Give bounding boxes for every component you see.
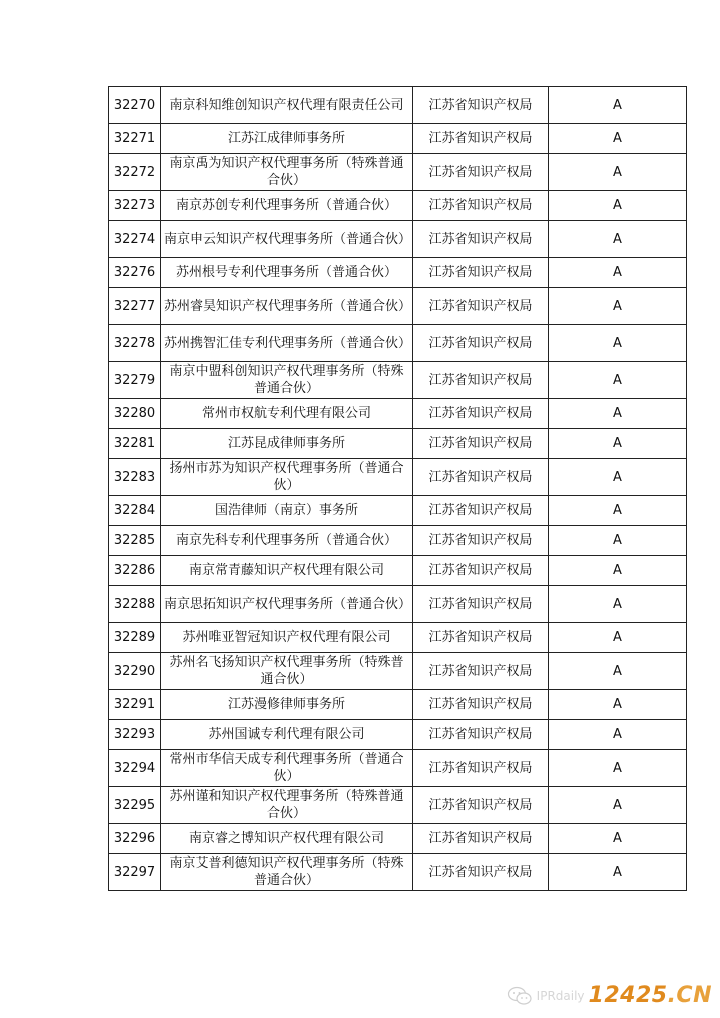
table-row [109, 429, 687, 459]
authority-cell: 江苏省知识产权局 [413, 399, 549, 429]
agency-name-cell: 常州市权航专利代理有限公司 [161, 399, 413, 429]
grade-cell: A [549, 653, 687, 690]
table-row [109, 496, 687, 526]
table-row [109, 623, 687, 653]
agency-id-cell: 32274 [109, 221, 161, 258]
agency-id-cell: 32272 [109, 154, 161, 191]
agency-id-cell: 32288 [109, 586, 161, 623]
table-row [109, 586, 687, 623]
agency-id-cell: 32295 [109, 787, 161, 824]
table-row [109, 221, 687, 258]
authority-cell: 江苏省知识产权局 [413, 653, 549, 690]
table-row [109, 459, 687, 496]
authority-cell: 江苏省知识产权局 [413, 258, 549, 288]
table-row [109, 750, 687, 787]
agency-id-cell: 32296 [109, 824, 161, 854]
grade-cell: A [549, 87, 687, 124]
site-logo [589, 983, 712, 1008]
table-row [109, 526, 687, 556]
agency-id-cell: 32284 [109, 496, 161, 526]
agency-id-cell: 32278 [109, 325, 161, 362]
agency-name-cell: 国浩律师（南京）事务所 [161, 496, 413, 526]
table-row [109, 258, 687, 288]
agency-id-cell: 32273 [109, 191, 161, 221]
agency-name-cell: 苏州睿昊知识产权代理事务所（普通合伙） [161, 288, 413, 325]
table-row [109, 653, 687, 690]
authority-cell: 江苏省知识产权局 [413, 87, 549, 124]
agency-id-cell: 32290 [109, 653, 161, 690]
logo-number: 12425 [588, 983, 668, 1008]
grade-cell: A [549, 221, 687, 258]
agency-id-cell: 32293 [109, 720, 161, 750]
grade-cell: A [549, 258, 687, 288]
grade-cell: A [549, 787, 687, 824]
agency-name-cell: 南京禹为知识产权代理事务所（特殊普通合伙） [161, 154, 413, 191]
grade-cell: A [549, 556, 687, 586]
grade-cell: A [549, 399, 687, 429]
agency-id-cell: 32271 [109, 124, 161, 154]
authority-cell: 江苏省知识产权局 [413, 720, 549, 750]
grade-cell: A [549, 824, 687, 854]
table-row [109, 854, 687, 891]
agency-name-cell: 南京中盟科创知识产权代理事务所（特殊普通合伙） [161, 362, 413, 399]
agency-id-cell: 32280 [109, 399, 161, 429]
agency-id-cell: 32281 [109, 429, 161, 459]
table-row [109, 720, 687, 750]
authority-cell: 江苏省知识产权局 [413, 690, 549, 720]
agency-name-cell: 扬州市苏为知识产权代理事务所（普通合伙） [161, 459, 413, 496]
agency-name-cell: 南京思拓知识产权代理事务所（普通合伙） [161, 586, 413, 623]
agency-name-cell: 苏州名飞扬知识产权代理事务所（特殊普通合伙） [161, 653, 413, 690]
table-row [109, 787, 687, 824]
authority-cell: 江苏省知识产权局 [413, 124, 549, 154]
table-row [109, 288, 687, 325]
grade-cell: A [549, 288, 687, 325]
agency-id-cell: 32276 [109, 258, 161, 288]
agency-name-cell: 江苏漫修律师事务所 [161, 690, 413, 720]
agency-name-cell: 南京睿之博知识产权代理有限公司 [161, 824, 413, 854]
grade-cell: A [549, 526, 687, 556]
agency-name-cell: 南京申云知识产权代理事务所（普通合伙） [161, 221, 413, 258]
table-row [109, 154, 687, 191]
table-row [109, 399, 687, 429]
agency-id-cell: 32285 [109, 526, 161, 556]
agency-name-cell: 南京艾普利德知识产权代理事务所（特殊普通合伙） [161, 854, 413, 891]
agency-name-cell: 南京先科专利代理事务所（普通合伙） [161, 526, 413, 556]
authority-cell: 江苏省知识产权局 [413, 556, 549, 586]
logo-suffix: .CN [667, 983, 712, 1008]
grade-cell: A [549, 154, 687, 191]
authority-cell: 江苏省知识产权局 [413, 154, 549, 191]
authority-cell: 江苏省知识产权局 [413, 854, 549, 891]
authority-cell: 江苏省知识产权局 [413, 496, 549, 526]
agency-name-cell: 苏州唯亚智冠知识产权代理有限公司 [161, 623, 413, 653]
grade-cell: A [549, 496, 687, 526]
grade-cell: A [549, 623, 687, 653]
table-row [109, 87, 687, 124]
authority-cell: 江苏省知识产权局 [413, 750, 549, 787]
agency-rating-table [108, 86, 687, 891]
grade-cell: A [549, 429, 687, 459]
authority-cell: 江苏省知识产权局 [413, 221, 549, 258]
watermark [507, 983, 712, 1008]
watermark-faint-text: IPRdaily [536, 988, 585, 1003]
agency-name-cell: 南京苏创专利代理事务所（普通合伙） [161, 191, 413, 221]
grade-cell: A [549, 854, 687, 891]
table-row [109, 191, 687, 221]
table-body [109, 87, 687, 891]
grade-cell: A [549, 124, 687, 154]
agency-name-cell: 苏州国诚专利代理有限公司 [161, 720, 413, 750]
agency-name-cell: 苏州根号专利代理事务所（普通合伙） [161, 258, 413, 288]
table-row [109, 325, 687, 362]
agency-id-cell: 32279 [109, 362, 161, 399]
agency-name-cell: 苏州谨和知识产权代理事务所（特殊普通合伙） [161, 787, 413, 824]
agency-id-cell: 32286 [109, 556, 161, 586]
authority-cell: 江苏省知识产权局 [413, 325, 549, 362]
agency-id-cell: 32289 [109, 623, 161, 653]
authority-cell: 江苏省知识产权局 [413, 288, 549, 325]
table-row [109, 556, 687, 586]
authority-cell: 江苏省知识产权局 [413, 586, 549, 623]
grade-cell: A [549, 459, 687, 496]
authority-cell: 江苏省知识产权局 [413, 526, 549, 556]
grade-cell: A [549, 720, 687, 750]
table-row [109, 824, 687, 854]
table-row [109, 124, 687, 154]
authority-cell: 江苏省知识产权局 [413, 191, 549, 221]
agency-name-cell: 南京科知维创知识产权代理有限责任公司 [161, 87, 413, 124]
authority-cell: 江苏省知识产权局 [413, 623, 549, 653]
wechat-icon [507, 986, 533, 1006]
grade-cell: A [549, 690, 687, 720]
table-row [109, 362, 687, 399]
agency-name-cell: 南京常青藤知识产权代理有限公司 [161, 556, 413, 586]
grade-cell: A [549, 362, 687, 399]
grade-cell: A [549, 750, 687, 787]
agency-id-cell: 32277 [109, 288, 161, 325]
agency-id-cell: 32291 [109, 690, 161, 720]
agency-id-cell: 32270 [109, 87, 161, 124]
agency-id-cell: 32294 [109, 750, 161, 787]
authority-cell: 江苏省知识产权局 [413, 429, 549, 459]
agency-name-cell: 苏州携智汇佳专利代理事务所（普通合伙） [161, 325, 413, 362]
agency-id-cell: 32283 [109, 459, 161, 496]
grade-cell: A [549, 191, 687, 221]
table-row [109, 690, 687, 720]
agency-name-cell: 江苏江成律师事务所 [161, 124, 413, 154]
agency-name-cell: 江苏昆成律师事务所 [161, 429, 413, 459]
grade-cell: A [549, 325, 687, 362]
authority-cell: 江苏省知识产权局 [413, 824, 549, 854]
agency-name-cell: 常州市华信天成专利代理事务所（普通合伙） [161, 750, 413, 787]
authority-cell: 江苏省知识产权局 [413, 787, 549, 824]
agency-id-cell: 32297 [109, 854, 161, 891]
grade-cell: A [549, 586, 687, 623]
authority-cell: 江苏省知识产权局 [413, 362, 549, 399]
authority-cell: 江苏省知识产权局 [413, 459, 549, 496]
